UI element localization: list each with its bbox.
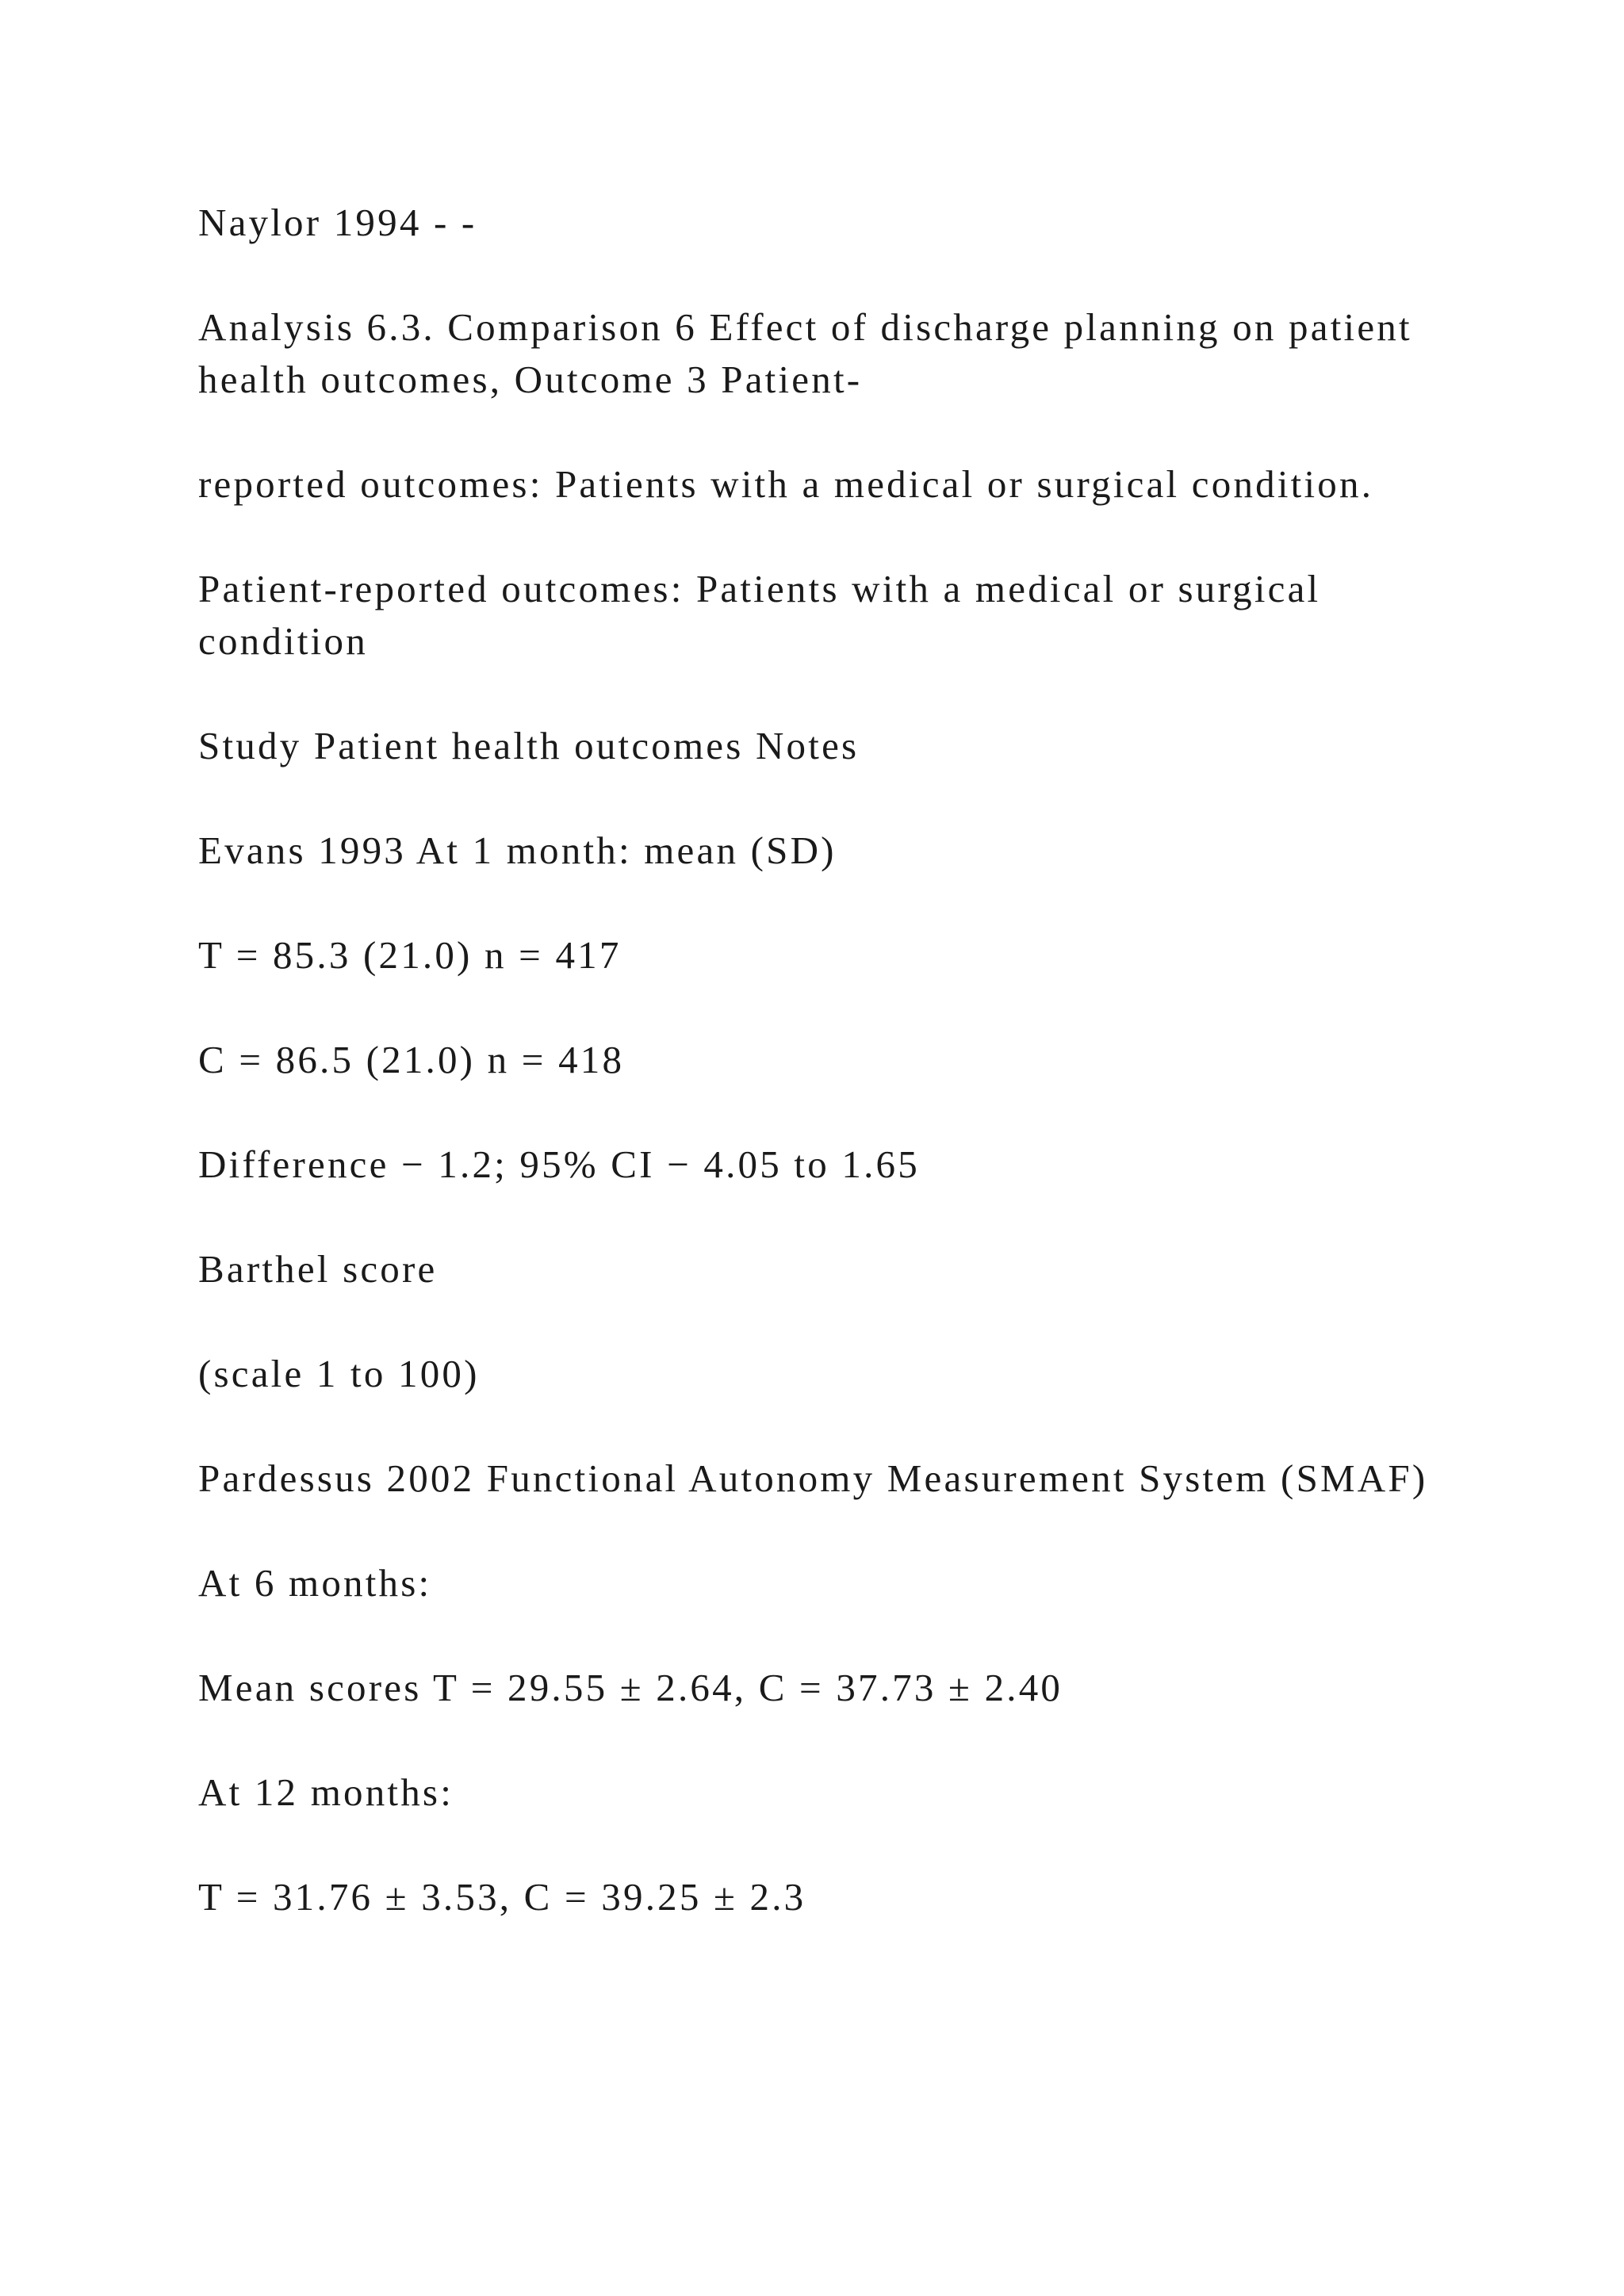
pardessus-6-month-result: Mean scores T = 29.55 ± 2.64, C = 37.73 ± 2.40 <box>198 1666 1063 1709</box>
study-pardessus: Pardessus 2002 Functional Autonomy Measurement System (SMAF) <box>198 1456 1428 1500</box>
study-heading-naylor: Naylor 1994 - - <box>198 201 477 244</box>
table-header: Study Patient health outcomes Notes <box>198 724 860 767</box>
pardessus-12-month-result: T = 31.76 ± 3.53, C = 39.25 ± 2.3 <box>198 1875 806 1919</box>
pardessus-6-month-label: At 6 months: <box>198 1561 432 1605</box>
analysis-title: Analysis 6.3. Comparison 6 Effect of discharge planning on patient health outcomes, Outcome 3 Patient- <box>198 305 1412 401</box>
evans-control-result: C = 86.5 (21.0) n = 418 <box>198 1038 625 1081</box>
study-evans: Evans 1993 At 1 month: mean (SD) <box>198 828 837 872</box>
evans-note-measure: Barthel score <box>198 1247 438 1291</box>
table-caption: Patient-reported outcomes: Patients with a medical or surgical condition <box>198 567 1321 663</box>
document-body <box>198 197 1435 1976</box>
evans-note-scale: (scale 1 to 100) <box>198 1352 480 1395</box>
pardessus-12-month-label: At 12 months: <box>198 1770 454 1814</box>
evans-treatment-result: T = 85.3 (21.0) n = 417 <box>198 933 622 977</box>
analysis-title-continued: reported outcomes: Patients with a medical or surgical condition. <box>198 462 1374 506</box>
evans-difference: Difference − 1.2; 95% CI − 4.05 to 1.65 <box>198 1142 920 1186</box>
